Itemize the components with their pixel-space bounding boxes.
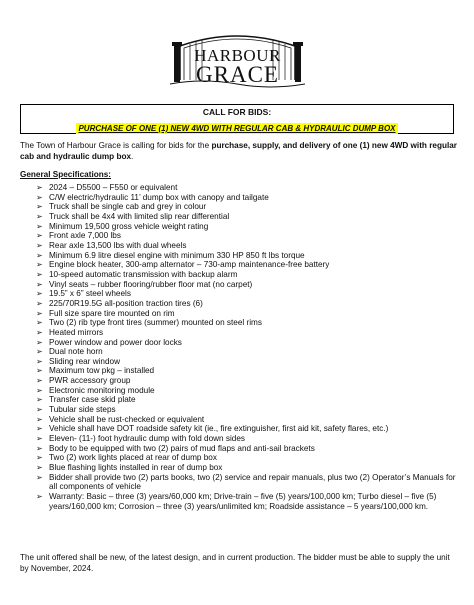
arrow-bullet-icon: ➢ (36, 356, 43, 366)
spec-item-text: Body to be equipped with two (2) pairs of mud flaps and anti-sail brackets (49, 443, 315, 453)
spec-item (36, 241, 456, 251)
spec-item (36, 415, 456, 425)
spec-item (36, 424, 456, 434)
spec-item (36, 347, 456, 357)
spec-item (36, 231, 456, 241)
intro-text-pre: The Town of Harbour Grace is calling for bids for the (20, 141, 212, 150)
intro-paragraph (20, 140, 460, 162)
arrow-bullet-icon: ➢ (36, 347, 43, 357)
spec-item (36, 202, 456, 212)
arrow-bullet-icon: ➢ (36, 298, 43, 308)
arrow-bullet-icon: ➢ (36, 260, 43, 270)
specs-list (36, 183, 456, 511)
spec-item (36, 328, 456, 338)
spec-item (36, 463, 456, 473)
spec-item-text: Vehicle shall have DOT roadside safety kit (ie., fire extinguisher, first aid kit, safety flares, etc.) (49, 424, 389, 434)
arrow-bullet-icon: ➢ (36, 202, 43, 212)
specs-heading: General Specifications: (20, 170, 112, 179)
spec-item (36, 366, 456, 376)
arrow-bullet-icon: ➢ (36, 414, 43, 424)
arrow-bullet-icon: ➢ (36, 472, 43, 482)
spec-item (36, 251, 456, 261)
arrow-bullet-icon: ➢ (36, 183, 43, 192)
spec-item-text: Minimum 6.9 litre diesel engine with minimum 330 HP 850 ft lbs torque (49, 250, 305, 260)
spec-item (36, 376, 456, 386)
spec-item-text: Two (2) rib type front tires (summer) mounted on steel rims (49, 318, 262, 328)
spec-item-text: 2024 – D5500 – F550 or equivalent (49, 183, 178, 192)
spec-item (36, 405, 456, 415)
spec-item (36, 212, 456, 222)
spec-item-text: 10-speed automatic transmission with backup alarm (49, 269, 238, 279)
arrow-bullet-icon: ➢ (36, 327, 43, 337)
spec-item-text: Two (2) work lights placed at rear of dump box (49, 453, 217, 463)
spec-item-text: Bidder shall provide two (2) parts books, two (2) service and repair manuals, plus two (2) Operator’s Manuals for all components of vehicle (49, 472, 456, 492)
spec-item (36, 473, 456, 492)
arrow-bullet-icon: ➢ (36, 376, 43, 386)
arrow-bullet-icon: ➢ (36, 192, 43, 202)
intro-text-post: . (131, 152, 134, 161)
arrow-bullet-icon: ➢ (36, 463, 43, 473)
logo-text-grace: GRACE (196, 62, 279, 87)
spec-item-text: Front axle 7,000 lbs (49, 231, 121, 241)
arrow-bullet-icon: ➢ (36, 250, 43, 260)
spec-item-text: Blue flashing lights installed in rear of dump box (49, 463, 223, 473)
arrow-bullet-icon: ➢ (36, 318, 43, 328)
spec-item (36, 193, 456, 203)
arrow-bullet-icon: ➢ (36, 366, 43, 376)
spec-item-text: Engine block heater, 300-amp alternator – 730-amp maintenance-free battery (49, 260, 330, 270)
arrow-bullet-icon: ➢ (36, 385, 43, 395)
spec-item-text: Heated mirrors (49, 327, 104, 337)
spec-item (36, 492, 456, 511)
arrow-bullet-icon: ➢ (36, 211, 43, 221)
spec-item-text: PWR accessory group (49, 376, 131, 386)
spec-item-text: Eleven- (11-) foot hydraulic dump with fold down sides (49, 434, 245, 444)
spec-item-text: Minimum 19,500 gross vehicle weight rating (49, 221, 209, 231)
spec-item-text: Vehicle shall be rust-checked or equivalent (49, 414, 205, 424)
spec-item (36, 386, 456, 396)
harbour-grace-logo (170, 32, 305, 92)
arrow-bullet-icon: ➢ (36, 395, 43, 405)
spec-item-text: Truck shall be 4x4 with limited slip rear differential (49, 211, 230, 221)
arrow-bullet-icon: ➢ (36, 269, 43, 279)
arrow-bullet-icon: ➢ (36, 424, 43, 434)
spec-item (36, 338, 456, 348)
spec-item (36, 222, 456, 232)
spec-item (36, 395, 456, 405)
spec-item-text: Electronic monitoring module (49, 385, 155, 395)
spec-item (36, 357, 456, 367)
arrow-bullet-icon: ➢ (36, 453, 43, 463)
spec-item (36, 434, 456, 444)
spec-item (36, 260, 456, 270)
arrow-bullet-icon: ➢ (36, 405, 43, 415)
arrow-bullet-icon: ➢ (36, 492, 43, 501)
arrow-bullet-icon: ➢ (36, 279, 43, 289)
spec-item-text: Truck shall be single cab and grey in colour (49, 202, 207, 212)
spec-item-text: Rear axle 13,500 lbs with dual wheels (49, 240, 187, 250)
spec-item (36, 318, 456, 328)
spec-item-text: 225/70R19.5G all-position traction tires (6) (49, 298, 203, 308)
spec-item-text: C/W electric/hydraulic 11’ dump box with canopy and tailgate (49, 192, 269, 202)
spec-item (36, 309, 456, 319)
closing-paragraph: The unit offered shall be new, of the latest design, and in current production. The bidder must be able to supply the unit by November, 2024. (20, 553, 450, 573)
header-subtitle: PURCHASE OF ONE (1) NEW 4WD WITH REGULAR CAB & HYDRAULIC DUMP BOX (78, 124, 396, 133)
spec-item-text: Vinyl seats – rubber flooring/rubber floor mat (no carpet) (49, 279, 253, 289)
arrow-bullet-icon: ➢ (36, 289, 43, 299)
arrow-bullet-icon: ➢ (36, 308, 43, 318)
arrow-bullet-icon: ➢ (36, 434, 43, 444)
spec-item (36, 299, 456, 309)
arrow-bullet-icon: ➢ (36, 443, 43, 453)
arrow-bullet-icon: ➢ (36, 221, 43, 231)
arrow-bullet-icon: ➢ (36, 337, 43, 347)
spec-item (36, 444, 456, 454)
spec-item-text: Full size spare tire mounted on rim (49, 308, 175, 318)
spec-item-text: Tubular side steps (49, 405, 116, 415)
logo-text-harbour: HARBOUR (194, 46, 281, 65)
header-title: CALL FOR BIDS: (202, 107, 272, 117)
spec-item (36, 289, 456, 299)
spec-item (36, 453, 456, 463)
spec-item (36, 270, 456, 280)
spec-item-text: Transfer case skid plate (49, 395, 136, 405)
arrow-bullet-icon: ➢ (36, 240, 43, 250)
spec-item-text: 19.5” x 6” steel wheels (49, 289, 131, 299)
arrow-bullet-icon: ➢ (36, 231, 43, 241)
spec-item-text: Warranty: Basic – three (3) years/60,000 km; Drive-train – five (5) years/100,000 km; Turbo diesel – five (5) years/160,000 km; Corrosion – three (3) years/unlimited km; Roadside assistance – 5 years/100,000 km. (49, 492, 437, 511)
spec-item (36, 280, 456, 290)
spec-item-text: Power window and power door locks (49, 337, 182, 347)
spec-item-text: Dual note horn (49, 347, 103, 357)
spec-item (36, 183, 456, 193)
spec-item-text: Maximum tow pkg – installed (49, 366, 155, 376)
intro-text-bold: purchase, supply, and delivery of one (1) new 4WD with regular cab and hydraulic dump box (20, 141, 457, 161)
spec-item-text: Sliding rear window (49, 356, 120, 366)
call-for-bids-header (20, 104, 454, 134)
